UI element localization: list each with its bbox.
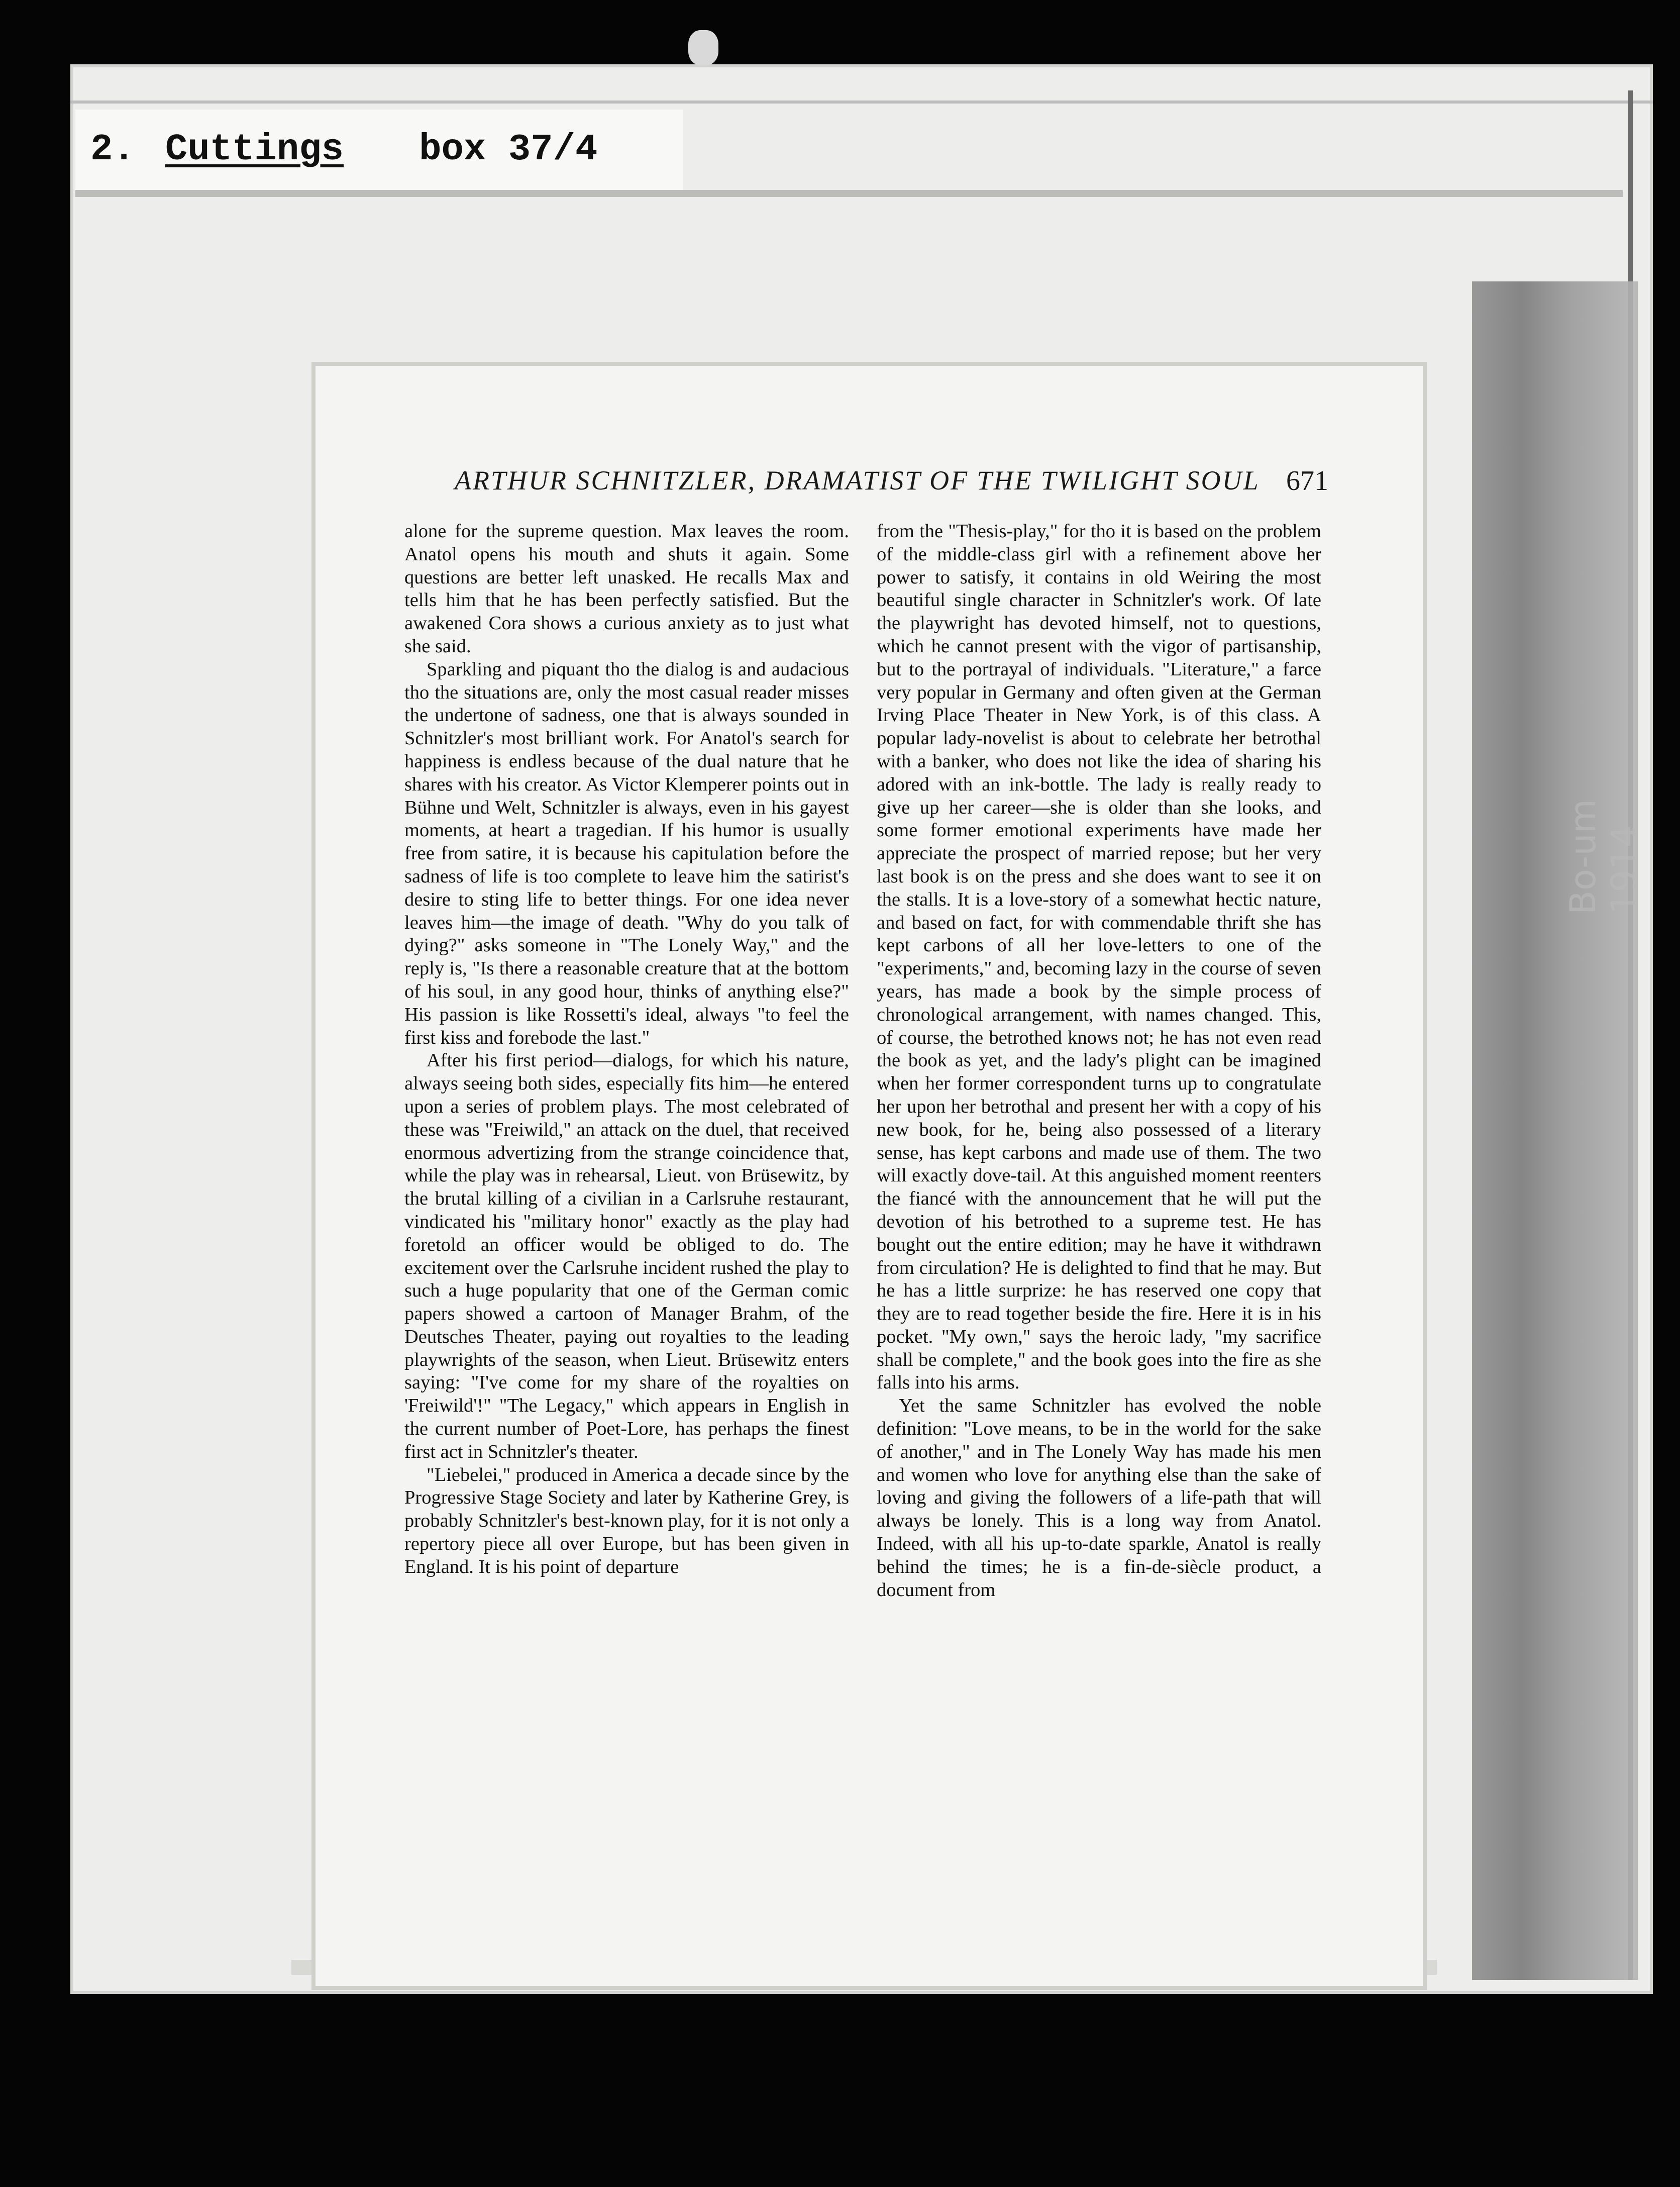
page-number: 671 bbox=[1286, 465, 1328, 496]
right-paragraph-1: from the "Thesis-play," for tho it is based on the problem of the middle-class girl with a refinement above her power to satisfy, it contains in old Weiring the most beautiful single character in Schnitzler's work. Of late the playwright has devoted himself, not to questions, which he cannot present with the vigor of partisanship, but to the portrayal of individuals. "Literature," a farce very popular in Germany and often given at the German Irving Place Theater in New York, is of this class. A popular lady-novelist is about to celebrate her betrothal with a banker, who does not like the idea of sharing his adored with an ink-bottle. The lady is really ready to give up her career—she is older than she looks, and some former emotional experiments have made her appreciate the prospect of married repose; but her very last book is on the press and she does want to see it on the stalls. It is a love-story of a somewhat hectic nature, and based on fact, for with commendable thrift she has kept carbons of all her love-letters to one of the "experiments," and, becoming lazy in the course of seven years, has made a book by the simple process of chronological arrangement, with names changed. This, of course, the betrothed knows not; he has not even read the book as yet, and the lady's plight can be imagined when her former correspondent turns up to congratulate her upon her betrothal and present her with a copy of his new book, for he, being also possessed of a literary sense, has kept carbons and made use of them. The two will exactly dove-tail. At this anguished moment reenters the fiancé with the announcement that he will put the devotion of his betrothed to a supreme test. He has bought out the entire edition; may he have it withdrawn from circulation? He is delighted to find that he may. But he has a little surprize: he has reserved one copy that they are to read together beside the fire. Here it is in his pocket. "My own," says the heroic lady, "my sacrifice shall be complete," and the book goes into the fire as she falls into his arms. bbox=[877, 521, 1321, 1394]
left-paragraph-3: After his first period—dialogs, for which his nature, always seeing both sides, especially fits him—he entered upon a series of problem plays. The most celebrated of these was "Freiwild," an attack on the duel, that received enormous advertizing from the strange coincidence that, while the play was in rehearsal, Lieut. von Brüsewitz, by the brutal killing of a civilian in a Carlsruhe restaurant, vindicated his "military honor" exactly as the play had foretold an officer would be obliged to do. The excitement over the Carlsruhe incident rushed the play to such a huge popularity that one of the German comic papers showed a cartoon of Manager Brahm, of the Deutsches Theater, paying out royalties to the leading playwrights of the season, when Lieut. Brüsewitz enters saying: "I've come for my share of the royalties on 'Freiwild'!" "The Legacy," which appears in English in the current number of Poet-Lore, has perhaps the finest first act in Schnitzler's theater. bbox=[404, 1050, 849, 1462]
pencil-annotation: Bo-um 1914 bbox=[1562, 799, 1645, 915]
label-divider bbox=[75, 190, 1623, 197]
right-column bbox=[877, 520, 1321, 1602]
catalog-label bbox=[75, 110, 683, 190]
left-paragraph-2: Sparkling and piquant tho the dialog is and audacious tho the situations are, only the most casual reader misses the undertone of sadness, one that is always sounded in Schnitzler's most brilliant work. For Anatol's search for happiness is endless because of the dual nature that he shares with his creator. As Victor Klemperer points out in Bühne und Welt, Schnitzler is always, even in his gayest moments, at heart a tragedian. If his humor is usually free from satire, it is because his capitulation before the sadness of life is too complete to leave him the satirist's desire to sting life to better things. For one idea never leaves him—the image of death. "Why do you talk of dying?" asks someone in "The Lonely Way," and the reply is, "Is there a reasonable creature that at the bottom of his soul, in any good hour, thinks of anything else?" His passion is like Rossetti's ideal, always "to feel the first kiss and forebode the last." bbox=[404, 658, 849, 1048]
left-paragraph-4: "Liebelei," produced in America a decade since by the Progressive Stage Society and later by Katherine Grey, is probably Schnitzler's best-known play, for it is not only a repertory piece all over Europe, but has been given in England. It is his point of departure bbox=[404, 1464, 849, 1577]
right-paragraph-2: Yet the same Schnitzler has evolved the noble definition: "Love means, to be in the world for the sake of another," and in The Lonely Way has made his men and women who love for anything else than the sake of loving and giving the followers of a life-path that will always be lonely. This is a long way from Anatol. Indeed, with all his up-to-date sparkle, Anatol is really behind the times; he is a fin-de-siècle product, a document from bbox=[877, 1395, 1321, 1601]
binder-clip-mark bbox=[688, 30, 718, 65]
left-column bbox=[404, 520, 849, 1579]
mount-top-edge bbox=[70, 101, 1653, 104]
label-number: 2. bbox=[90, 129, 135, 171]
label-category: Cuttings bbox=[165, 129, 344, 171]
label-box: box 37/4 bbox=[419, 129, 598, 171]
left-paragraph-1: alone for the supreme question. Max leaves the room. Anatol opens his mouth and shuts it again. Some questions are better left unasked. He recalls Max and tells him that he has been perfectly satisfied. But the awakened Cora shows a curious anxiety as to just what she said. bbox=[404, 521, 849, 657]
mount-shadow-strip bbox=[1472, 281, 1638, 1980]
running-title: ARTHUR SCHNITZLER, DRAMATIST OF THE TWILIGHT SOUL bbox=[455, 465, 1260, 495]
